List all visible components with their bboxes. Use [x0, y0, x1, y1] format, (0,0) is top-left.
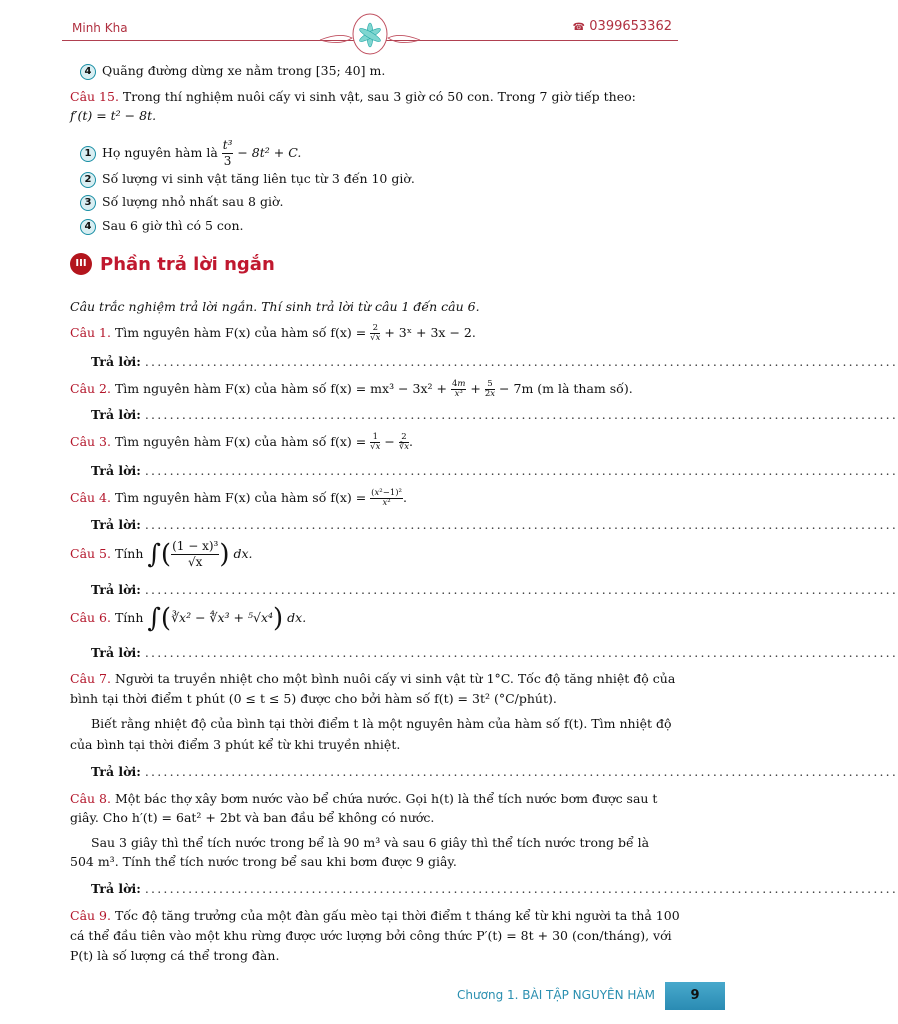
question-6: Câu 6. Tính ∫(∛x² − ∜x³ + ⁵√x⁴) dx. [70, 603, 307, 634]
item-number-badge: 3 [80, 195, 96, 211]
question-label: Câu 4. [70, 490, 111, 505]
answer-label: Trả lời: [91, 645, 141, 660]
fraction: $\frac{2}{∛x}$ [398, 432, 410, 452]
q15-item-2 [80, 170, 678, 188]
question-text: Tốc độ tăng trưởng của một đàn gấu mèo tại thời điểm t tháng kể từ khi người ta thả 100 [114, 908, 680, 923]
integral-sign: ∫ [147, 539, 161, 570]
question-text: Tìm nguyên hàm F(x) của hàm số f(x) = [114, 490, 371, 505]
question-9-line-3 [70, 947, 678, 965]
integral-sign: ∫ [147, 603, 161, 634]
answer-line-7 [91, 763, 898, 781]
header-phone [573, 19, 672, 34]
question-text: Tìm nguyên hàm F(x) của hàm số f(x) = [114, 325, 371, 340]
answer-blank[interactable]: .......................................................................................................................... [144, 881, 898, 896]
answer-blank[interactable]: .......................................................................................................................... [144, 517, 898, 532]
formula: f′(t) = t² − 8t. [70, 108, 157, 123]
intro-text: Câu trắc nghiệm trả lời ngắn. Thí sinh trả lời từ câu 1 đến câu 6. [70, 299, 480, 314]
answer-line-4 [91, 516, 898, 534]
q15-item-4 [80, 217, 678, 235]
question-8-para-2 [70, 853, 678, 871]
answer-label: Trả lời: [91, 517, 141, 532]
answer-blank[interactable]: .......................................................................................................................... [144, 407, 898, 422]
fraction: $\frac{1}{√x}$ [370, 432, 381, 452]
q15-item-1 [80, 138, 678, 169]
section-title: Phần trả lời ngắn [100, 253, 275, 275]
item-number-badge: 1 [80, 146, 96, 162]
item-text-rest: − 8t² + C. [233, 145, 302, 160]
question-label: Câu 15. [70, 89, 119, 104]
item-number-badge: 2 [80, 172, 96, 188]
header-author: Minh Kha [72, 21, 128, 35]
question-text: Một bác thợ xây bơm nước vào bể chứa nước. Gọi h(t) là thể tích nước bơm được sau t [114, 791, 658, 806]
question-4 [70, 489, 678, 508]
question-text-rest: + 3ˣ + 3x − 2. [380, 325, 476, 340]
question-9 [70, 907, 678, 925]
question-text: Tìm nguyên hàm F(x) của hàm số f(x) = [114, 434, 371, 449]
answer-line-3 [91, 462, 898, 480]
question-label: Câu 6. [70, 610, 111, 625]
question-15-formula [70, 107, 678, 125]
question-text: Trong thí nghiệm nuôi cấy vi sinh vật, sau 3 giờ có 50 con. Trong 7 giờ tiếp theo: [122, 89, 636, 104]
question-9-line-2 [70, 927, 678, 945]
question-label: Câu 1. [70, 325, 111, 340]
question-7-line-2 [70, 690, 678, 708]
question-text: Sau 3 giây thì thể tích nước trong bể là 90 m³ và sau 6 giây thì thể tích nước trong bể là [91, 835, 650, 850]
q15-item-3 [80, 193, 678, 211]
prev-item-4 [80, 62, 678, 80]
item-text: Quãng đường dừng xe nằm trong [35; 40] m. [102, 63, 386, 78]
section-number-badge: III [70, 253, 92, 275]
answer-blank[interactable]: .......................................................................................................................... [144, 764, 898, 779]
question-8 [70, 790, 678, 808]
question-text: Tính [114, 546, 144, 561]
question-3 [70, 433, 678, 452]
fraction: $\frac{4m}{\text{x³}}$ [451, 379, 466, 399]
question-label: Câu 5. [70, 546, 111, 561]
fraction [171, 539, 219, 570]
answer-label: Trả lời: [91, 463, 141, 478]
question-text: 504 m³. Tính thể tích nước trong bể sau khi bơm được 9 giây. [70, 854, 457, 869]
question-8-line-2 [70, 809, 678, 827]
item-text: Số lượng nhỏ nhất sau 8 giờ. [102, 194, 284, 209]
integrand: ∛x² − ∜x³ + ⁵√x⁴ [171, 610, 274, 625]
item-text: Họ nguyên hàm là [102, 145, 222, 160]
question-label: Câu 9. [70, 908, 111, 923]
footer-page-number: 9 [665, 982, 725, 1010]
differential: dx. [233, 546, 253, 561]
question-2 [70, 380, 678, 399]
question-label: Câu 2. [70, 381, 111, 396]
item-number-badge: 4 [80, 64, 96, 80]
item-number-badge: 4 [80, 219, 96, 235]
question-text: cá thể đầu tiên vào một khu rừng được ước lượng bởi công thức P′(t) = 8t + 30 (con/tháng), với [70, 928, 672, 943]
question-5: Câu 5. Tính ∫( $\frac{\text{(1 − x)³}}{√x}$ ) dx. [70, 539, 253, 570]
answer-line-5 [91, 581, 898, 599]
question-label: Câu 3. [70, 434, 111, 449]
footer-chapter: Chương 1. BÀI TẬP NGUYÊN HÀM [457, 988, 655, 1002]
answer-label: Trả lời: [91, 354, 141, 369]
question-text-rest: − 7m (m là tham số). [495, 381, 633, 396]
fraction: $\frac{\text{(x²−1)²}}{\text{x²}}$ [371, 488, 402, 508]
question-7-para-2 [70, 736, 678, 754]
denominator: √x [188, 555, 203, 569]
question-text: P(t) là số lượng cá thể trong đàn. [70, 948, 280, 963]
answer-label: Trả lời: [91, 764, 141, 779]
question-text: Tìm nguyên hàm F(x) của hàm số f(x) = mx³ − 3x² + [114, 381, 451, 396]
question-label: Câu 7. [70, 671, 111, 686]
question-text: Biết rằng nhiệt độ của bình tại thời điểm t là một nguyên hàm của hàm số f(t). Tìm nhiệt độ [91, 716, 672, 731]
answer-blank[interactable]: .......................................................................................................................... [144, 645, 898, 660]
fraction: $\frac{2}{√x}$ [370, 323, 381, 343]
item-text: Sau 6 giờ thì có 5 con. [102, 218, 244, 233]
question-text-rest: . [402, 490, 407, 505]
question-label: Câu 8. [70, 791, 111, 806]
answer-line-1 [91, 353, 898, 371]
answer-blank[interactable]: .......................................................................................................................... [144, 463, 898, 478]
answer-line-8 [91, 880, 898, 898]
answer-line-6 [91, 644, 898, 662]
question-7 [70, 670, 678, 688]
item-text: Số lượng vi sinh vật tăng liên tục từ 3 đến 10 giờ. [102, 171, 415, 186]
answer-blank[interactable]: .......................................................................................................................... [144, 354, 898, 369]
operator: − [380, 434, 399, 449]
question-text: của bình tại thời điểm 3 phút kể từ khi truyền nhiệt. [70, 737, 401, 752]
phone-icon: ☎ [572, 22, 586, 33]
question-7-para [91, 715, 678, 733]
answer-blank[interactable]: .......................................................................................................................... [144, 582, 898, 597]
fraction: $\frac{\text{t³}}{3}$ [222, 138, 233, 168]
phone-number: 0399653362 [589, 19, 672, 34]
question-text: Tính [114, 610, 144, 625]
operator: + [466, 381, 485, 396]
differential: dx. [287, 610, 307, 625]
numerator: (1 − x)³ [172, 539, 219, 553]
question-15 [70, 88, 678, 106]
flower-ornament-icon [320, 10, 420, 60]
question-1 [70, 324, 678, 343]
answer-label: Trả lời: [91, 407, 141, 422]
answer-label: Trả lời: [91, 881, 141, 896]
answer-line-2 [91, 406, 898, 424]
fraction: $\frac{5}{2x}$ [484, 379, 496, 399]
question-text: Người ta truyền nhiệt cho một bình nuôi cấy vi sinh vật từ 1°C. Tốc độ tăng nhiệt độ của [114, 671, 676, 686]
question-text-rest: . [409, 434, 414, 449]
section-intro [70, 298, 678, 316]
question-text: giây. Cho h′(t) = 6at² + 2bt và ban đầu bể không có nước. [70, 810, 435, 825]
section-heading [70, 253, 275, 275]
question-8-para [91, 834, 678, 852]
question-text: bình tại thời điểm t phút (0 ≤ t ≤ 5) được cho bởi hàm số f(t) = 3t² (°C/phút). [70, 691, 557, 706]
answer-label: Trả lời: [91, 582, 141, 597]
